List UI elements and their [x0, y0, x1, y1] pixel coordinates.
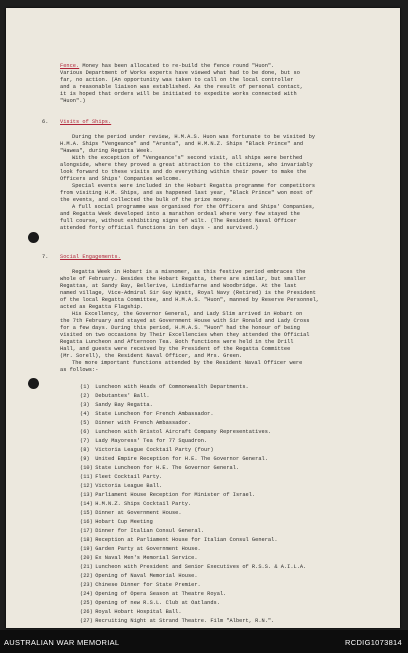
list-item: (21) Luncheon with President and Senior Executives of R.S.S. & A.I.L.A. — [80, 564, 307, 570]
visits-line: "Hawea", during Regatta Week. — [60, 148, 153, 154]
visits-line: full course, without exhibiting signs of wilt. (The Resident Naval Officer — [60, 218, 297, 224]
list-item: (6) Luncheon with Bristol Aircraft Company Representatives. — [80, 429, 272, 435]
list-item: (22) Opening of Naval Memorial House. — [80, 573, 198, 579]
list-item: (1) Luncheon with Heads of Commonwealth Departments. — [80, 384, 249, 390]
social-heading: Social Engagements. — [60, 254, 121, 260]
social-line: the 7th February and stayed at Government House with Sir Ronald and Lady Cross — [60, 318, 310, 324]
punch-hole — [28, 232, 39, 243]
visits-line: look forward to these visits and do everything within their power to make the — [60, 169, 307, 175]
social-line: Regattas, at Sandy Bay, Bellerive, Lindisfarne and Woodbridge. At the last — [60, 283, 297, 289]
visits-line: During the period under review, H.M.A.S. Huon was fortunate to be visited by — [72, 134, 316, 140]
visits-line: A full social programme was organised for the Officers and Ships' Companies, — [72, 204, 316, 210]
list-item: (17) Dinner for Italian Consul General. — [80, 528, 204, 534]
archive-footer — [0, 630, 408, 653]
list-item: (4) State Luncheon for French Ambassador. — [80, 411, 214, 417]
list-item: (26) Royal Hobart Hospital Ball. — [80, 609, 182, 615]
visits-line: alongside, where they proved a great attraction to the citizens, who invariably — [60, 162, 313, 168]
visits-heading: Visits of Ships. — [60, 119, 112, 125]
list-item: (2) Debutantes' Ball. — [80, 393, 150, 399]
list-item: (3) Sandy Bay Regatta. — [80, 402, 153, 408]
visits-line: attended forty official functions in ten days - and survived.) — [60, 225, 259, 231]
fence-line: "Huon".) — [60, 98, 86, 104]
social-line: named village, Vice-Admiral Sir Guy Wyatt, Royal Navy (Retired) is the President — [60, 290, 316, 296]
list-item: (13) Parliament House Reception for Minister of Israel. — [80, 492, 256, 498]
list-item: (5) Dinner with French Ambassador. — [80, 420, 192, 426]
social-line: His Excellency, the Governor General, and Lady Slim arrived in Hobart on — [72, 311, 303, 317]
social-line: whole of February. Besides the Hobart Regatta, there are similar, but smaller — [60, 276, 307, 282]
social-line: acted as Regatta Flagship. — [60, 304, 144, 310]
list-item: (12) Victoria League Ball. — [80, 483, 163, 489]
fence-heading: Fence. — [60, 63, 80, 69]
social-line: Regatta Luncheon and Afternoon Tea. Both functions were held in the Drill — [60, 339, 294, 345]
archive-record-id: RCDIG1073814 — [345, 638, 402, 647]
archive-name: AUSTRALIAN WAR MEMORIAL — [4, 638, 120, 647]
list-item: (16) Hobart Cup Meeting — [80, 519, 153, 525]
social-line: Regatta Week in Hobart is a misnomer, as this festive period embraces the — [72, 269, 306, 275]
social-line: as follows:- — [60, 367, 99, 373]
document-page — [6, 8, 400, 628]
list-item: (9) United Empire Reception for H.E. The Governor General. — [80, 456, 268, 462]
social-line: visited on two occasions by Their Excellencies when they attended the Official — [60, 332, 310, 338]
list-item: (15) Dinner at Government House. — [80, 510, 182, 516]
list-item: (20) Ex Naval Men's Memorial Service. — [80, 555, 198, 561]
visits-line: and Regatta Week developed into a marathon ordeal where very few stayed the — [60, 211, 300, 217]
social-line: for a few days. During this period, H.M.A.S. "Huon" had the honour of being — [60, 325, 300, 331]
list-item: (11) Fleet Cocktail Party. — [80, 474, 163, 480]
list-item: (19) Garden Party at Government House. — [80, 546, 201, 552]
list-item: (10) State Luncheon for H.E. The Governor General. — [80, 465, 240, 471]
social-line: The more important functions attended by the Resident Naval Officer were — [72, 360, 303, 366]
list-item: (18) Reception at Parliament House for Italian Consul General. — [80, 537, 278, 543]
section-number: 6. — [42, 119, 49, 125]
social-line: Hall, and guests were received by the President of the Regatta Committee — [60, 346, 291, 352]
visits-line: Officers and Ships' Companies welcome. — [60, 176, 182, 182]
list-item: (25) Opening of new R.S.L. Club at Oatlands. — [80, 600, 220, 606]
visits-line: Special events were included in the Hobart Regatta programme for competitors — [72, 183, 316, 189]
visits-line: from visiting H.M. Ships, and as happened last year, "Black Prince" won most of — [60, 190, 313, 196]
fence-line: far, no action. (An opportunity was taken to call on the local controller — [60, 77, 294, 83]
fence-line: and a reasonable liaison was established. As the result of personal contact, — [60, 84, 304, 90]
fence-line: Various Department of Works experts have viewed what had to be done, but so — [60, 70, 300, 76]
list-item: (8) Victoria League Cocktail Party (four) — [80, 447, 214, 453]
list-item: (27) Recruiting Night at Strand Theatre. Film "Albert, R.N.". — [80, 618, 275, 624]
list-item: (7) Lady Mayoress' Tea for 77 Squadron. — [80, 438, 208, 444]
list-item: (23) Chinese Dinner for State Premier. — [80, 582, 201, 588]
list-item: (24) Opening of Opera Season at Theatre Royal. — [80, 591, 227, 597]
list-item: (14) H.M.N.Z. Ships Cocktail Party. — [80, 501, 192, 507]
fence-line: it is hoped that orders will be initiated to expedite works connected with — [60, 91, 297, 97]
section-number: 7. — [42, 254, 49, 260]
social-line: of the local Regatta Committee, and H.M.A.S. "Huon", manned by Reserve Personnel, — [60, 297, 320, 303]
punch-hole — [28, 378, 39, 389]
visits-line: the events, and collected the bulk of the prize money. — [60, 197, 233, 203]
visits-line: With the exception of "Vengeance's" second visit, all ships were berthed — [72, 155, 303, 161]
visits-line: H.M.A. Ships "Vengeance" and "Arunta", and H.M.N.Z. Ships "Black Prince" and — [60, 141, 304, 147]
social-line: (Mr. Sorell), the Resident Naval Officer, and Mrs. Green. — [60, 353, 243, 359]
fence-line: Fence. Money has been allocated to re-build the fence round "Huon". — [60, 63, 275, 69]
